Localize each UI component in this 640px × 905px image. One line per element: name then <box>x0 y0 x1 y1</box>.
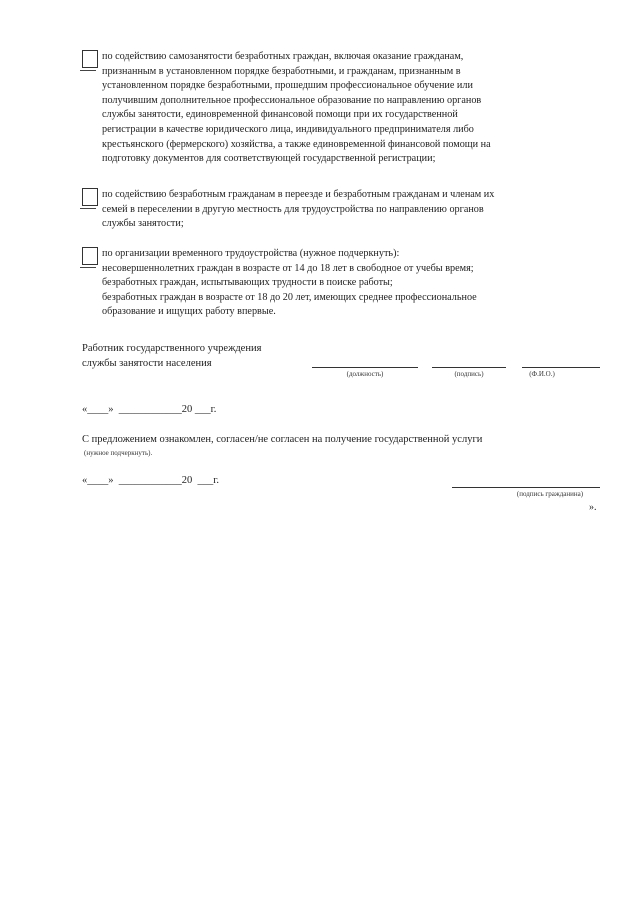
option-text-line: получившим дополнительное профессиональное образование по направлению органов <box>102 94 482 106</box>
option-checkbox[interactable] <box>82 188 98 206</box>
citizen-signature-line[interactable] <box>452 487 600 488</box>
option-text-line: несовершеннолетних граждан в возрасте от 14 до 18 лет в свободное от учебы время; <box>102 262 474 274</box>
consent-hint: (нужное подчеркнуть). <box>84 449 153 457</box>
option-checkbox[interactable] <box>82 247 98 265</box>
staff-label-line: Работник государственного учреждения <box>82 343 262 354</box>
signature-field-line[interactable] <box>432 367 506 368</box>
option-text-line: по организации временного трудоустройства (нужное подчеркнуть): <box>102 248 400 259</box>
option-checkbox[interactable] <box>82 50 98 68</box>
option-text-line: по содействию самозанятости безработных граждан, включая оказание гражданам, <box>102 51 464 62</box>
signature-caption: (подпись) <box>454 370 484 378</box>
option-text-line: службы занятости, единовременной финансовой помощи при их государственной <box>102 109 458 121</box>
service-option-self-employment <box>82 50 602 167</box>
staff-label <box>82 342 261 371</box>
closing-quote: ». <box>589 502 597 513</box>
position-field-line[interactable] <box>312 367 418 368</box>
service-option-temporary-employment <box>82 247 602 320</box>
name-caption: (Ф.И.О.) <box>529 370 555 378</box>
option-text-line: службы занятости; <box>102 218 184 230</box>
option-text-line: образование и ищущих работу впервые. <box>102 306 276 318</box>
option-text <box>102 247 602 320</box>
option-text-line: безработных граждан в возрасте от 18 до 20 лет, имеющих среднее профессиональное <box>102 291 477 303</box>
option-text-line: признанным в установленном порядке безработными, и гражданам, признанным в <box>102 65 461 77</box>
position-caption: (должность) <box>346 370 384 378</box>
option-text-line: семей в переселении в другую местность для трудоустройства по направлению органов <box>102 203 484 215</box>
name-field-line[interactable] <box>522 367 600 368</box>
option-text <box>102 188 602 232</box>
option-text-line: регистрации в качестве юридического лица, индивидуального предпринимателя либо <box>102 123 474 135</box>
option-text-line: подготовку документов для соответствующей государственной регистрации; <box>102 153 436 165</box>
option-text-line: крестьянского (фермерского) хозяйства, а также единовременной финансовой помощи на <box>102 138 491 150</box>
consent-statement: С предложением ознакомлен, согласен/не согласен на получение государственной услуги <box>82 434 483 445</box>
date-field[interactable]: «____» ____________20 ___г. <box>82 404 217 415</box>
citizen-signature-caption: (подпись гражданина) <box>516 490 584 498</box>
option-text <box>102 50 602 167</box>
option-text-line: безработных граждан, испытывающих трудности в поиске работы; <box>102 277 393 289</box>
date-field[interactable]: «____» ____________20 ___г. <box>82 475 219 486</box>
option-text-line: установленном порядке безработными, прошедшим профессиональное обучение или <box>102 80 473 92</box>
staff-label-line: службы занятости населения <box>82 357 212 369</box>
service-option-relocation <box>82 188 602 232</box>
option-text-line: по содействию безработным гражданам в переезде и безработным гражданам и членам их <box>102 189 495 200</box>
